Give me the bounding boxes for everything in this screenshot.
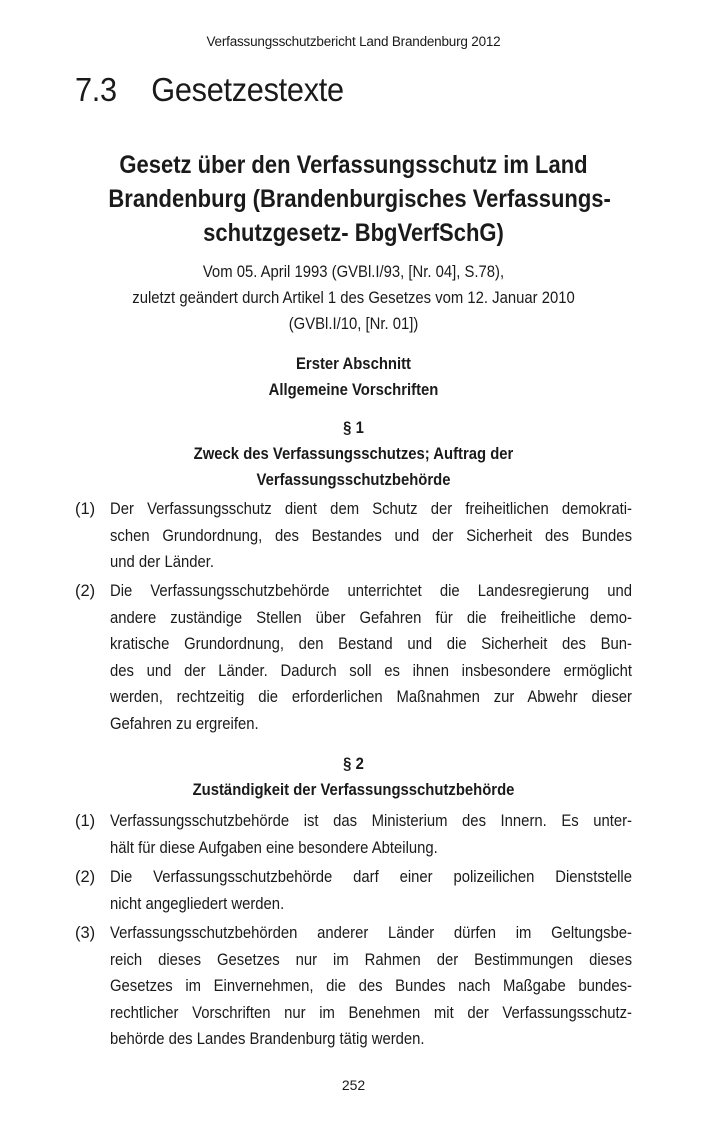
law-publication-info	[75, 259, 632, 337]
paragraph-title-line: Verfassungsschutzbehörde	[256, 471, 451, 489]
chapter-title: Gesetzestexte	[151, 71, 344, 108]
subsection-text	[110, 578, 632, 737]
chapter-number: 7.3	[75, 71, 117, 108]
text-line: Verfassungsschutzbehörde ist das Ministerium des Innern. Es unter-	[110, 812, 632, 830]
page-number: 252	[341, 1077, 366, 1093]
law-title-line: Brandenburg (Brandenburgisches Verfassungs-	[108, 185, 611, 213]
paragraph-sign: § 1	[343, 419, 364, 437]
text-line: rechtlicher Vorschriften nur im Benehmen mit der Verfassungsschutz-	[110, 1003, 632, 1022]
subsection-text	[110, 496, 632, 576]
section-label: Erster Abschnitt	[296, 355, 411, 373]
paragraph-title-line: Zuständigkeit der Verfassungsschutzbehörde	[192, 781, 515, 799]
text-line: des und der Länder. Dadurch soll es ihnen insbesondere ermöglicht	[110, 661, 632, 680]
text-line: werden, rechtzeitig die erforderlichen Maßnahmen zur Abwehr dieser	[110, 688, 632, 706]
text-line: und der Länder.	[110, 553, 215, 571]
subsection-number: (3)	[75, 924, 96, 942]
text-line: schen Grundordnung, des Bestandes und der Sicherheit des Bundes	[110, 526, 632, 545]
running-head: Verfassungsschutzbericht Land Brandenburg 2012	[206, 34, 501, 49]
subsection-2-3	[75, 920, 632, 1053]
text-line: Verfassungsschutzbehörden anderer Länder dürfen im Geltungsbe-	[110, 924, 632, 942]
text-line: kratische Grundordnung, den Bestand und die Sicherheit des Bun-	[110, 635, 632, 653]
law-info-line: (GVBl.I/10, [Nr. 01])	[288, 315, 419, 333]
paragraph-sign: § 2	[343, 755, 364, 773]
section-heading	[75, 351, 632, 403]
law-title	[75, 148, 632, 250]
text-line: hält für diese Aufgaben eine besondere Abteilung.	[110, 838, 438, 857]
subsection-number: (1)	[75, 812, 96, 830]
text-line: Gefahren zu ergreifen.	[110, 714, 259, 733]
subsection-number: (1)	[75, 500, 96, 518]
law-title-line: Gesetz über den Verfassungsschutz im Land	[119, 151, 588, 179]
text-line: Gesetzes im Einvernehmen, die des Bundes nach Maßgabe bundes-	[110, 977, 632, 995]
text-line: Die Verfassungsschutzbehörde unterrichtet die Landesregierung und	[110, 582, 632, 600]
text-line: reich dieses Gesetzes nur im Rahmen der Bestimmungen dieses	[110, 950, 632, 969]
subsection-text	[110, 920, 632, 1053]
subsection-number: (2)	[75, 582, 96, 600]
text-line: behörde des Landes Brandenburg tätig werden.	[110, 1030, 425, 1048]
text-line: Die Verfassungsschutzbehörde darf einer polizeilichen Dienststelle	[110, 868, 632, 886]
paragraph-heading-1	[75, 415, 632, 493]
law-title-line: schutzgesetz- BbgVerfSchG)	[203, 219, 504, 247]
law-info-line: Vom 05. April 1993 (GVBl.I/93, [Nr. 04], S.78),	[202, 263, 505, 281]
subsection-text	[110, 864, 632, 917]
law-info-line: zuletzt geändert durch Artikel 1 des Gesetzes vom 12. Januar 2010	[132, 289, 575, 307]
subsection-number: (2)	[75, 868, 96, 886]
subsection-1-2	[75, 578, 632, 737]
paragraph-heading-2	[75, 751, 632, 803]
section-title: Allgemeine Vorschriften	[268, 381, 439, 399]
subsection-1-1	[75, 496, 632, 576]
subsection-text	[110, 808, 632, 861]
paragraph-title-line: Zweck des Verfassungsschutzes; Auftrag der	[193, 445, 514, 463]
text-line: andere zuständige Stellen über Gefahren für die freiheitliche demo-	[110, 608, 632, 627]
subsection-2-2	[75, 864, 632, 917]
chapter-heading	[75, 71, 344, 109]
text-line: Der Verfassungsschutz dient dem Schutz der freiheitlichen demokrati-	[110, 500, 632, 518]
subsection-2-1	[75, 808, 632, 861]
text-line: nicht angegliedert werden.	[110, 894, 285, 913]
document-page	[75, 0, 632, 1123]
